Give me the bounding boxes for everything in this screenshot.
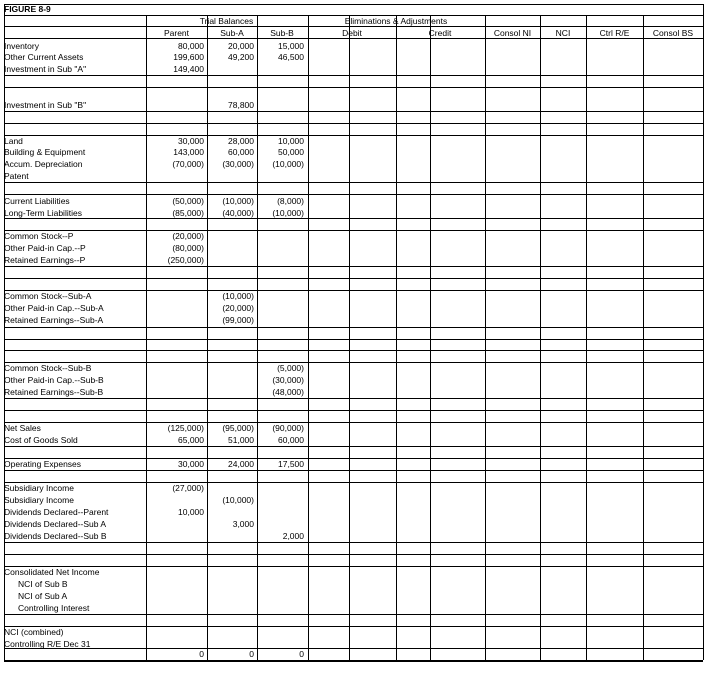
grid-line-horizontal <box>4 266 703 267</box>
cell-parent: 80,000 <box>178 41 204 51</box>
grid-line-horizontal <box>4 38 703 39</box>
grid-line-horizontal <box>4 566 703 567</box>
row-label: Subsidiary Income <box>4 495 74 505</box>
row-label: Other Paid-in Cap.--Sub-A <box>4 303 104 313</box>
row-label: Patent <box>4 171 29 181</box>
cell-sub-b: (90,000) <box>272 423 304 433</box>
total-sub-a: 0 <box>249 649 254 659</box>
cell-sub-b: 60,000 <box>278 435 304 445</box>
cell-parent: (20,000) <box>172 231 204 241</box>
row-label: Other Paid-in Cap.--Sub-B <box>4 375 104 385</box>
total-parent: 0 <box>199 649 204 659</box>
grid-bottom-border <box>4 660 703 662</box>
cell-sub-a: 78,800 <box>228 100 254 110</box>
cell-sub-b: (5,000) <box>277 363 304 373</box>
grid-line-vertical <box>308 15 309 660</box>
grid-line-horizontal <box>4 182 703 183</box>
cell-parent: 199,600 <box>173 52 204 62</box>
total-sub-b: 0 <box>299 649 304 659</box>
col-header-sub-a: Sub-A <box>220 28 244 38</box>
cell-sub-a: (10,000) <box>222 196 254 206</box>
grid-line-horizontal <box>4 446 703 447</box>
grid-line-horizontal <box>4 230 703 231</box>
grid-line-horizontal <box>4 422 703 423</box>
row-label: Retained Earnings--P <box>4 255 86 265</box>
col-header-consol-ni: Consol NI <box>493 28 532 38</box>
grid-line-vertical <box>430 15 431 660</box>
cell-sub-b: (10,000) <box>272 159 304 169</box>
grid-line-horizontal <box>4 398 703 399</box>
cell-parent: (50,000) <box>172 196 204 206</box>
cell-parent: (80,000) <box>172 243 204 253</box>
row-label: Dividends Declared--Sub A <box>4 519 107 529</box>
cell-sub-a: 24,000 <box>228 459 254 469</box>
grid-line-horizontal <box>4 614 703 615</box>
col-header-parent: Parent <box>163 28 190 38</box>
cell-parent: 30,000 <box>178 459 204 469</box>
grid-line-vertical <box>703 4 704 660</box>
col-header-consol-bs: Consol BS <box>652 28 694 38</box>
grid-line-horizontal <box>4 75 703 76</box>
grid-line-horizontal <box>4 482 703 483</box>
grid-line-horizontal <box>4 135 703 136</box>
cell-parent: (85,000) <box>172 208 204 218</box>
grid-line-vertical <box>586 15 587 660</box>
cell-sub-b: 17,500 <box>278 459 304 469</box>
row-label: Investment in Sub "A" <box>4 64 87 74</box>
cell-sub-a: 49,200 <box>228 52 254 62</box>
row-label: Other Current Assets <box>4 52 84 62</box>
row-label: Accum. Depreciation <box>4 159 83 169</box>
row-label: Common Stock--Sub-B <box>4 363 92 373</box>
cell-sub-b: (30,000) <box>272 375 304 385</box>
grid-line-vertical <box>643 15 644 660</box>
cell-parent: 10,000 <box>178 507 204 517</box>
cell-sub-b: 46,500 <box>278 52 304 62</box>
cell-sub-a: (30,000) <box>222 159 254 169</box>
trial-balances-header: Trial Balances <box>199 16 254 26</box>
col-header-sub-b: Sub-B <box>270 28 294 38</box>
row-label: Controlling Interest <box>18 603 90 613</box>
grid-line-vertical <box>396 15 397 660</box>
row-label: Other Paid-in Cap.--P <box>4 243 86 253</box>
row-label: Common Stock--P <box>4 231 74 241</box>
cell-parent: 149,400 <box>173 64 204 74</box>
row-label: Dividends Declared--Sub B <box>4 531 107 541</box>
row-label: Cost of Goods Sold <box>4 435 78 445</box>
row-label: Net Sales <box>4 423 41 433</box>
grid-line-horizontal <box>4 327 703 328</box>
row-label: Long-Term Liabilities <box>4 208 82 218</box>
cell-sub-a: (95,000) <box>222 423 254 433</box>
cell-sub-b: (10,000) <box>272 208 304 218</box>
row-label: Retained Earnings--Sub-A <box>4 315 104 325</box>
grid-line-horizontal <box>4 111 703 112</box>
cell-sub-a: 3,000 <box>232 519 254 529</box>
cell-sub-a: (99,000) <box>222 315 254 325</box>
cell-sub-a: (10,000) <box>222 291 254 301</box>
grid-line-horizontal <box>4 339 703 340</box>
row-label: Current Liabilities <box>4 196 70 206</box>
col-header-debit: Debit <box>342 28 362 38</box>
row-label: NCI of Sub A <box>18 591 68 601</box>
row-label: Building & Equipment <box>4 147 86 157</box>
grid-line-horizontal <box>4 362 703 363</box>
grid-line-vertical <box>146 15 147 660</box>
cell-parent: 143,000 <box>173 147 204 157</box>
cell-sub-a: (20,000) <box>222 303 254 313</box>
row-label: Retained Earnings--Sub-B <box>4 387 104 397</box>
grid-line-horizontal <box>4 542 703 543</box>
col-header-credit: Credit <box>428 28 452 38</box>
row-label: Subsidiary Income <box>4 483 74 493</box>
grid-line-vertical <box>207 15 208 660</box>
cell-parent: (125,000) <box>167 423 204 433</box>
row-label: Inventory <box>4 41 39 51</box>
grid-line-horizontal <box>4 410 703 411</box>
grid-line-horizontal <box>4 87 703 88</box>
row-label: Investment in Sub "B" <box>4 100 87 110</box>
cell-sub-b: 15,000 <box>278 41 304 51</box>
grid-line-horizontal <box>4 626 703 627</box>
grid-line-horizontal <box>4 458 703 459</box>
cell-sub-a: 60,000 <box>228 147 254 157</box>
grid-line-horizontal <box>4 554 703 555</box>
grid-line-horizontal <box>4 278 703 279</box>
grid-line-horizontal <box>4 218 703 219</box>
col-header-ctrl-re: Ctrl R/E <box>599 28 630 38</box>
row-label: Common Stock--Sub-A <box>4 291 92 301</box>
grid-line-horizontal <box>4 4 703 5</box>
cell-sub-b: 2,000 <box>282 531 304 541</box>
grid-line-vertical <box>349 15 350 660</box>
grid-line-vertical <box>540 15 541 660</box>
cell-parent: 30,000 <box>178 136 204 146</box>
row-label: Land <box>4 136 23 146</box>
cell-sub-a: 28,000 <box>228 136 254 146</box>
grid-line-horizontal <box>4 26 703 27</box>
row-label: NCI (combined) <box>4 627 64 637</box>
grid-line-vertical <box>485 15 486 660</box>
cell-sub-a: 20,000 <box>228 41 254 51</box>
cell-sub-a: (10,000) <box>222 495 254 505</box>
cell-sub-a: 51,000 <box>228 435 254 445</box>
grid-line-horizontal <box>4 194 703 195</box>
grid-line-horizontal <box>4 648 703 649</box>
grid-line-horizontal <box>4 123 703 124</box>
row-label: NCI of Sub B <box>18 579 68 589</box>
grid-line-horizontal <box>4 290 703 291</box>
col-header-nci: NCI <box>555 28 571 38</box>
grid-line-vertical <box>257 15 258 660</box>
row-label: Dividends Declared--Parent <box>4 507 109 517</box>
cell-parent: (70,000) <box>172 159 204 169</box>
grid-line-horizontal <box>4 15 703 16</box>
cell-sub-b: 10,000 <box>278 136 304 146</box>
cell-sub-b: 50,000 <box>278 147 304 157</box>
row-label: Controlling R/E Dec 31 <box>4 639 91 649</box>
grid-line-horizontal <box>4 350 703 351</box>
eliminations-header: Eliminations & Adjustments <box>344 16 448 26</box>
cell-sub-b: (48,000) <box>272 387 304 397</box>
cell-parent: (27,000) <box>172 483 204 493</box>
cell-parent: (250,000) <box>167 255 204 265</box>
row-label: Consolidated Net Income <box>4 567 100 577</box>
cell-sub-a: (40,000) <box>222 208 254 218</box>
row-label: Operating Expenses <box>4 459 82 469</box>
cell-sub-b: (8,000) <box>277 196 304 206</box>
cell-parent: 65,000 <box>178 435 204 445</box>
figure-title: FIGURE 8-9 <box>4 4 51 14</box>
grid-line-horizontal <box>4 470 703 471</box>
